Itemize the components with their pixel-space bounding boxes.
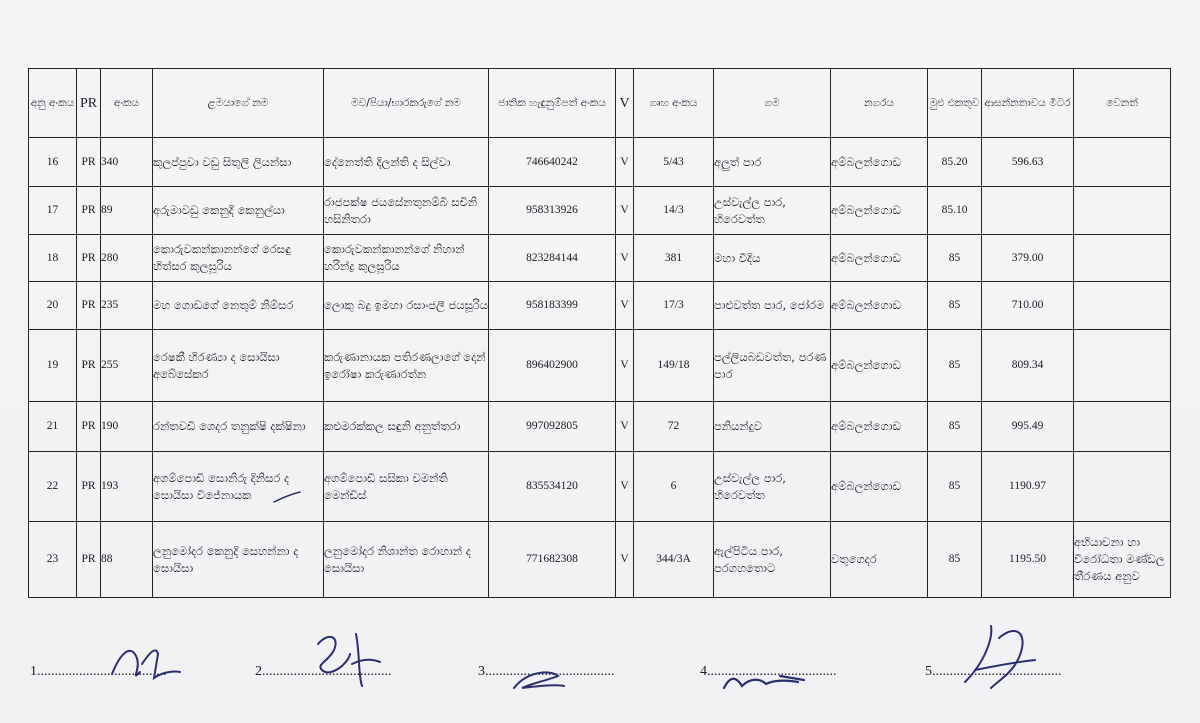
header-nic: ජාතික හැඳුනුම්පත් අංකය [489,69,616,138]
cell-distance: 710.00 [982,282,1074,330]
signature-line-4: 4..................................... [700,664,837,679]
cell-nic: 823284144 [489,235,616,282]
cell-child-name: ලනුමෝදර කෙනුදි සෙහන්නා ද සොයිසා [153,522,324,598]
cell-total-marks: 85 [928,402,982,452]
table-row [29,330,1171,402]
cell-parent-name: කොරුවකන්කානන්ගේ නිහාන් හරින්ද්‍ර කුලසූරිය [324,235,489,282]
cell-house-no: 14/3 [634,187,714,235]
cell-city: අම්බලන්ගොඩ [831,138,928,187]
signature-line-5: 5..................................... [925,664,1062,679]
cell-v: V [616,522,634,598]
signature-number: 2. [255,664,266,679]
cell-v: V [616,282,634,330]
handwritten-signature-2 [308,624,388,694]
cell-remarks: අභියාචනා හා විරෝධතා මණ්ඩල තීරණය අනුව [1074,522,1171,598]
table-row [29,402,1171,452]
cell-total-marks: 85 [928,235,982,282]
cell-nic: 896402900 [489,330,616,402]
cell-total-marks: 85 [928,282,982,330]
cell-parent-name: අගම්පොඩි සසිකා චමන්ති මෙන්ඩිස් [324,452,489,522]
cell-no: 16 [29,138,77,187]
signature-line-2: 2..................................... [255,664,392,679]
cell-pr: PR [77,187,101,235]
header-distance: ආසන්නතාවය මීටර [982,69,1074,138]
handwritten-signature-5 [955,618,1045,698]
cell-child-name: රෙෂකී හිරණ්‍යා ද සොයිසා අබේසේකර [153,330,324,402]
cell-nic: 958313926 [489,187,616,235]
cell-pr: PR [77,330,101,402]
cell-child-name: කොරුවකන්කානන්ගේ රෙසඳු හිත්සර කුලසූරිය [153,235,324,282]
cell-city: අම්බලන්ගොඩ [831,402,928,452]
cell-house-no: 5/43 [634,138,714,187]
cell-total-marks: 85 [928,452,982,522]
cell-parent-name: කළුමරක්කල සඳුනි අනුත්තරා [324,402,489,452]
cell-v: V [616,138,634,187]
cell-pr: PR [77,138,101,187]
header-city: නගරය [831,69,928,138]
table-row [29,522,1171,598]
signature-line-1: 1..................................... [30,664,167,679]
cell-index: 190 [101,402,153,452]
cell-remarks [1074,402,1171,452]
cell-index: 255 [101,330,153,402]
cell-distance: 1195.50 [982,522,1074,598]
cell-nic: 746640242 [489,138,616,187]
cell-village: පල්ලියබඩවත්ත, පරණ පාර [714,330,831,402]
cell-no: 23 [29,522,77,598]
cell-city: වතුගෙදර [831,522,928,598]
cell-city: අම්බලන්ගොඩ [831,187,928,235]
cell-child-name: රන්තවඩි ගෙදර තනුක්ෂි දක්ෂිනා [153,402,324,452]
header-remarks: වෙනත් [1074,69,1171,138]
signature-section [30,624,1170,704]
signature-number: 4. [700,664,711,679]
cell-distance: 596.63 [982,138,1074,187]
cell-remarks [1074,452,1171,522]
cell-city: අම්බලන්ගොඩ [831,330,928,402]
table-row [29,138,1171,187]
cell-distance: 1190.97 [982,452,1074,522]
cell-remarks [1074,187,1171,235]
handwritten-signature-3 [508,666,578,696]
cell-village: ඇල්පිටිය පාර, පරගහතොට [714,522,831,598]
cell-remarks [1074,330,1171,402]
cell-total-marks: 85 [928,522,982,598]
pen-mark [272,490,302,504]
table-row [29,235,1171,282]
cell-nic: 997092805 [489,402,616,452]
cell-nic: 958183399 [489,282,616,330]
signature-number: 5. [925,664,936,679]
cell-v: V [616,235,634,282]
header-parent-name: මව/පියා/භාරකරුගේ නම [324,69,489,138]
cell-index: 235 [101,282,153,330]
handwritten-signature-4 [720,670,820,694]
cell-city: අම්බලන්ගොඩ [831,452,928,522]
student-register-table [28,68,1171,598]
signature-number: 3. [478,664,489,679]
cell-village: අලුත් පාර [714,138,831,187]
cell-house-no: 344/3A [634,522,714,598]
cell-pr: PR [77,452,101,522]
header-village: ගම [714,69,831,138]
cell-parent-name: රාජපක්ෂ ජයසේනතුනම්බි සචිනි හසිනිතරා [324,187,489,235]
cell-parent-name: ලනුමෝදර නිශාන්ත රොහාන් ද සොයිසා [324,522,489,598]
cell-pr: PR [77,282,101,330]
cell-parent-name: ලොකු බදු ඉමහා රසාංජලී ජයසූරිය [324,282,489,330]
cell-total-marks: 85 [928,330,982,402]
cell-no: 18 [29,235,77,282]
cell-no: 17 [29,187,77,235]
cell-village: මහා වීදිය [714,235,831,282]
header-total-marks: මුළු එකතුව [928,69,982,138]
cell-index: 89 [101,187,153,235]
cell-remarks [1074,138,1171,187]
cell-remarks [1074,282,1171,330]
cell-no: 22 [29,452,77,522]
cell-distance: 995.49 [982,402,1074,452]
cell-distance: 809.34 [982,330,1074,402]
cell-child-name: කුලප්පුවා වඩු සිතුලි ලියන්සා [153,138,324,187]
cell-no: 20 [29,282,77,330]
cell-v: V [616,402,634,452]
header-v: V [616,69,634,138]
cell-pr: PR [77,235,101,282]
cell-v: V [616,452,634,522]
cell-house-no: 72 [634,402,714,452]
cell-v: V [616,330,634,402]
cell-distance [982,187,1074,235]
cell-parent-name: කරුණානායක පතිරණලාගේ දොන් ඉරෝෂා කරුණාරත්න [324,330,489,402]
header-house-no: ගෘහ අංකය [634,69,714,138]
cell-city: අම්බලන්ගොඩ [831,282,928,330]
cell-remarks [1074,235,1171,282]
table-row [29,187,1171,235]
cell-index: 193 [101,452,153,522]
table-row [29,282,1171,330]
cell-v: V [616,187,634,235]
cell-house-no: 381 [634,235,714,282]
cell-nic: 771682308 [489,522,616,598]
handwritten-signature-1 [100,634,190,694]
cell-village: පාළුවත්ත පාර, ජෝරම [714,282,831,330]
header-no: අනු අංකය [29,69,77,138]
cell-total-marks: 85.20 [928,138,982,187]
cell-index: 88 [101,522,153,598]
cell-pr: PR [77,402,101,452]
cell-distance: 379.00 [982,235,1074,282]
cell-house-no: 6 [634,452,714,522]
cell-no: 21 [29,402,77,452]
table-row [29,452,1171,522]
cell-house-no: 17/3 [634,282,714,330]
cell-village: උස්වැල්ල පාර, හිරෙවත්ත [714,452,831,522]
header-child-name: ළමයාගේ නම [153,69,324,138]
cell-house-no: 149/18 [634,330,714,402]
signature-number: 1. [30,664,41,679]
cell-index: 280 [101,235,153,282]
cell-city: අම්බලන්ගොඩ [831,235,928,282]
cell-nic: 835534120 [489,452,616,522]
cell-no: 19 [29,330,77,402]
cell-child-name: මහ ගොඩගේ නෙතුම් නිම්සර [153,282,324,330]
header-pr: PR [77,69,101,138]
cell-parent-name: දේනෙත්ති දිලන්ති ද සිල්වා [324,138,489,187]
cell-total-marks: 85.10 [928,187,982,235]
cell-child-name: අගම්පොඩි සොනිරු දිනිසර ද සොයිසා විජේනායක [153,452,324,522]
cell-child-name: අරුමාවඩු කෙනුදි කෙනුල්යා [153,187,324,235]
cell-village: උස්වැල්ල පාර, හිරෙවත්ත [714,187,831,235]
cell-pr: PR [77,522,101,598]
cell-index: 340 [101,138,153,187]
cell-village: පනියන්දුව [714,402,831,452]
table-header-row [29,69,1171,138]
signature-line-3: 3..................................... [478,664,615,679]
header-index: අංකය [101,69,153,138]
